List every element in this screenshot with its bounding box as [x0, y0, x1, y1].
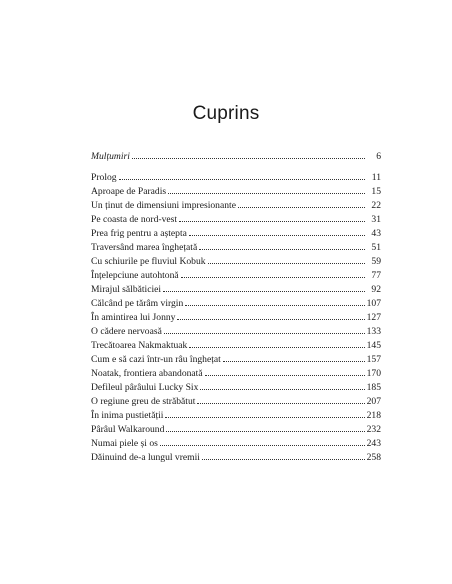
page-title: Cuprins	[192, 103, 260, 124]
toc-entry-label: În inima pustietății	[91, 410, 164, 421]
toc-entry	[91, 395, 381, 409]
toc-list	[91, 171, 381, 465]
toc-entry	[91, 269, 381, 283]
toc-entry	[91, 311, 381, 325]
toc-entry-label: Noatak, frontiera abandonată	[91, 368, 203, 379]
toc-entry-label: Călcând pe tărâm virgin	[91, 298, 184, 309]
toc-leader-dots	[200, 381, 364, 390]
toc-entry-page: 15	[371, 186, 381, 197]
toc-leader-dots	[199, 241, 365, 250]
toc-entry	[91, 367, 381, 381]
toc-entry	[91, 451, 381, 465]
toc-entry-page: 258	[366, 452, 381, 463]
toc-entry-label: În amintirea lui Jonny	[91, 312, 176, 323]
toc-entry	[91, 325, 381, 339]
toc-entry	[91, 409, 381, 423]
toc-entry-label: Prolog	[91, 172, 117, 183]
toc-leader-dots	[205, 367, 365, 376]
toc-leader-dots	[165, 409, 364, 418]
toc-entry-page: 145	[366, 340, 381, 351]
toc-entry-page: 22	[371, 200, 381, 211]
toc-entry-page: 59	[371, 256, 381, 267]
toc-entry-label: O cădere nervoasă	[91, 326, 162, 337]
toc-leader-dots	[189, 339, 364, 348]
toc-leader-dots	[181, 269, 365, 278]
toc-entry-label: Aproape de Paradis	[91, 186, 167, 197]
toc-entry-page: 77	[371, 270, 381, 281]
toc-entry-label: Pârâul Walkaround	[91, 424, 165, 435]
toc-entry	[91, 381, 381, 395]
toc-entry-label: Trecătoarea Nakmaktuak	[91, 340, 188, 351]
toc-entry-label: Mulțumiri	[91, 151, 130, 162]
toc-leader-dots	[189, 227, 365, 236]
toc-entry	[91, 227, 381, 241]
toc-leader-dots	[223, 353, 365, 362]
toc-entry-page: 11	[371, 172, 381, 183]
toc-entry-page: 107	[366, 298, 381, 309]
toc-entry-page: 133	[366, 326, 381, 337]
toc-entry-page: 218	[366, 410, 381, 421]
toc-entry-label: Un ținut de dimensiuni impresionante	[91, 200, 236, 211]
toc-entry-label: Înțelepciune autohtonă	[91, 270, 179, 281]
toc-leader-dots	[163, 283, 365, 292]
toc-leader-dots	[166, 423, 364, 432]
table-of-contents	[91, 150, 381, 465]
toc-spacer	[91, 164, 381, 171]
toc-entry	[91, 185, 381, 199]
toc-leader-dots	[197, 395, 364, 404]
toc-entry	[91, 241, 381, 255]
toc-leader-dots	[164, 325, 365, 334]
toc-entry-page: 6	[376, 151, 381, 162]
toc-entry-page: 51	[371, 242, 381, 253]
toc-entry	[91, 213, 381, 227]
toc-entry	[91, 339, 381, 353]
toc-leader-dots	[208, 255, 365, 264]
toc-leader-dots	[238, 199, 365, 208]
toc-entry	[91, 297, 381, 311]
toc-entry-label: Mirajul sălbăticiei	[91, 284, 162, 295]
toc-leader-dots	[179, 213, 365, 222]
toc-entry-page: 157	[366, 354, 381, 365]
toc-entry	[91, 255, 381, 269]
toc-leader-dots	[177, 311, 364, 320]
toc-entry-label: Numai piele și os	[91, 438, 158, 449]
toc-entry-page: 185	[366, 382, 381, 393]
toc-leader-dots	[202, 451, 365, 460]
toc-entry-label: Cum e să cazi într-un râu înghețat	[91, 354, 221, 365]
toc-entry-label: Pe coasta de nord-vest	[91, 214, 178, 225]
toc-entry-label: Cu schiurile pe fluviul Kobuk	[91, 256, 206, 267]
toc-entry-label: Traversând marea înghețată	[91, 242, 198, 253]
toc-entry	[91, 353, 381, 367]
toc-entry-page: 92	[371, 284, 381, 295]
toc-entry	[91, 423, 381, 437]
toc-entry-acknowledgements	[91, 150, 381, 164]
toc-entry-label: Prea frig pentru a aștepta	[91, 228, 187, 239]
toc-entry-page: 243	[366, 438, 381, 449]
toc-leader-dots	[160, 437, 365, 446]
toc-leader-dots	[185, 297, 364, 306]
toc-entry	[91, 171, 381, 185]
toc-entry-label: O regiune greu de străbătut	[91, 396, 196, 407]
toc-leader-dots	[168, 185, 365, 194]
toc-leader-dots	[132, 150, 365, 159]
toc-entry-page: 31	[371, 214, 381, 225]
toc-entry-page: 232	[366, 424, 381, 435]
toc-entry-label: Defileul pârâului Lucky Six	[91, 382, 199, 393]
toc-entry-page: 170	[366, 368, 381, 379]
toc-entry-label: Dăinuind de-a lungul vremii	[91, 452, 200, 463]
toc-entry-page: 207	[366, 396, 381, 407]
toc-entry-page: 43	[371, 228, 381, 239]
toc-entry	[91, 199, 381, 213]
toc-entry-page: 127	[366, 312, 381, 323]
toc-entry	[91, 283, 381, 297]
toc-leader-dots	[119, 171, 365, 180]
toc-entry	[91, 437, 381, 451]
